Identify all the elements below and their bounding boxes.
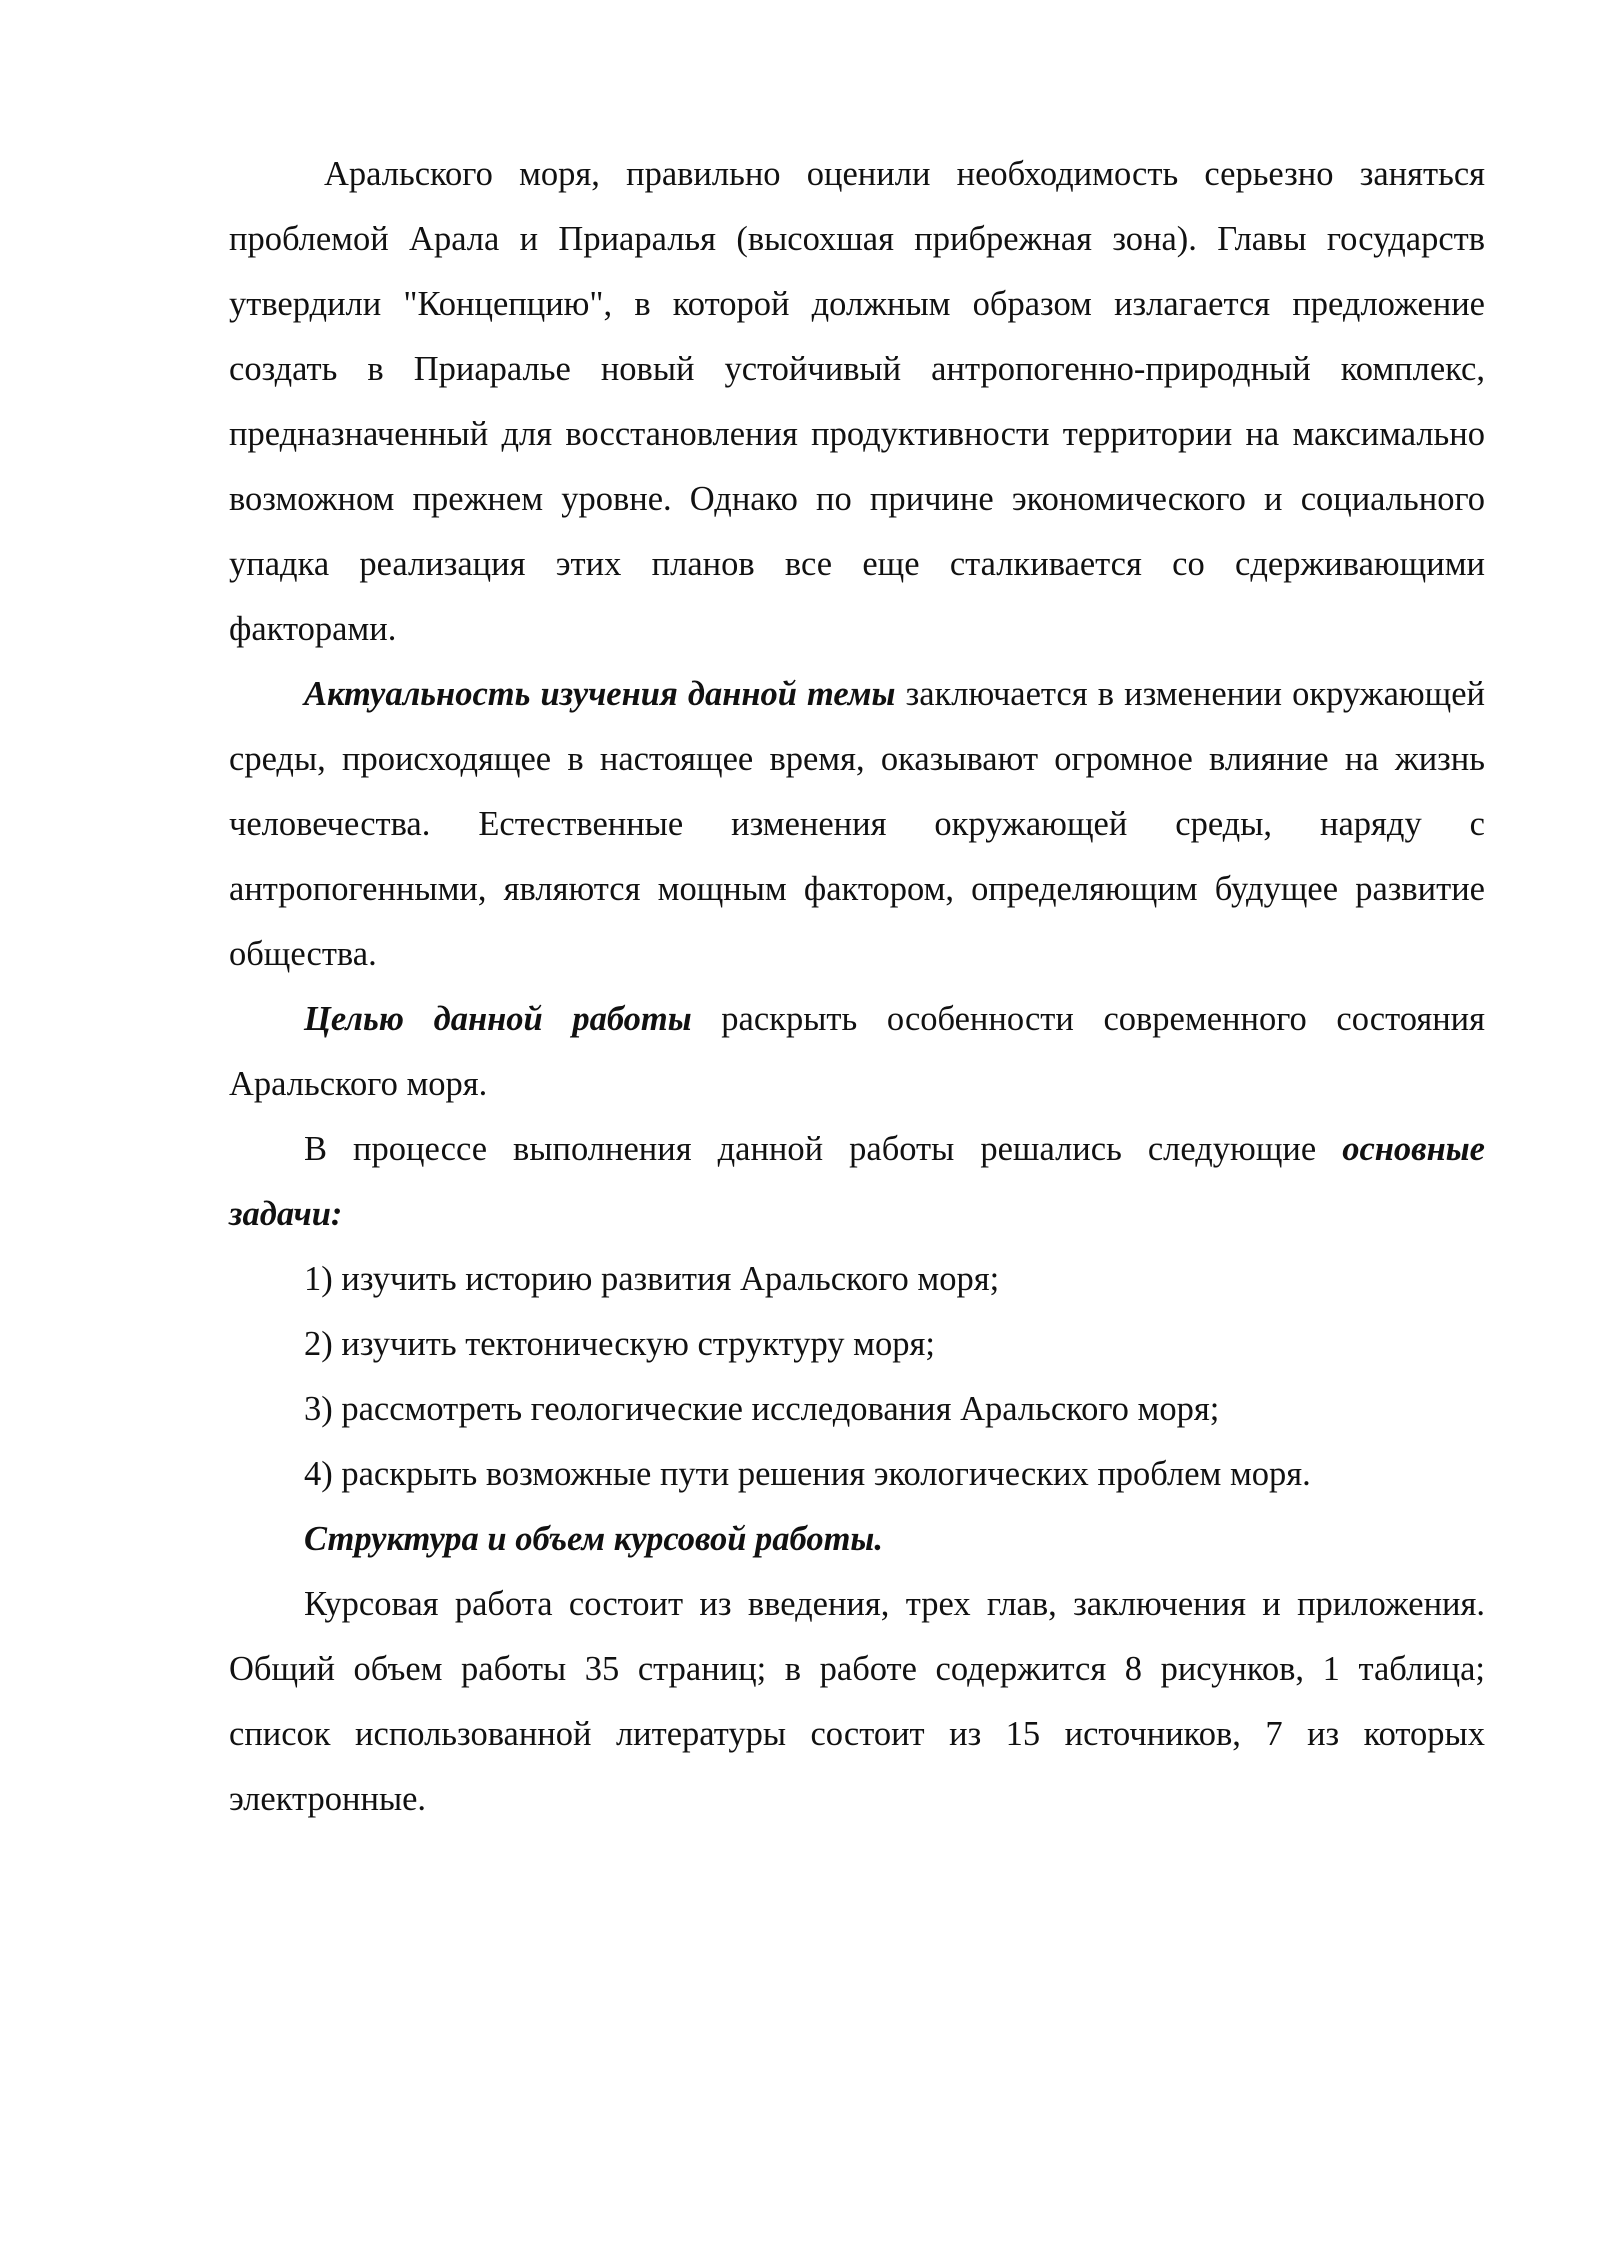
relevance-text: заключается в изменении окружающей среды, происходящее в настоящее время, оказывают огромное влияние на жизнь человечества. Естественные изменения окружающей среды, наряду с антропогенными, являются мощным фактором, определяющим будущее развитие общества. <box>229 675 1485 973</box>
task-item-2: 2) изучить тектоническую структуру моря; <box>304 1325 935 1363</box>
goal-label: Целью данной работы <box>304 1000 692 1038</box>
tasks-label: основные задачи: <box>229 1130 1485 1233</box>
structure-heading-paragraph <box>229 1507 1485 1572</box>
relevance-label: Актуальность изучения данной темы <box>304 675 896 713</box>
goal-paragraph <box>229 987 1485 1117</box>
tasks-paragraph <box>229 1117 1485 1247</box>
goal-text: раскрыть особенности современного состояния Аральского моря. <box>229 1000 1485 1103</box>
intro-paragraph: Аральского моря, правильно оценили необходимость серьезно заняться проблемой Арала и Приаралья (высохшая прибрежная зона). Главы государств утвердили "Концепцию", в которой должным образом излагается предложение создать в Приаралье новый устойчивый антропогенно-природный комплекс, предназначенный для восстановления продуктивности территории на максимально возможном прежнем уровне. Однако по причине экономического и социального упадка реализация этих планов все еще сталкивается со сдерживающими факторами. <box>229 155 1485 648</box>
document-body <box>229 142 1485 1832</box>
task-item-1: 1) изучить историю развития Аральского моря; <box>304 1260 1000 1298</box>
task-item-3: 3) рассмотреть геологические исследования Аральского моря; <box>304 1390 1220 1428</box>
structure-paragraph: Курсовая работа состоит из введения, трех глав, заключения и приложения. Общий объем работы 35 страниц; в работе содержится 8 рисунков, 1 таблица; список использованной литературы состоит из 15 источников, 7 из которых электронные. <box>229 1585 1485 1818</box>
tasks-intro: В процессе выполнения данной работы решались следующие <box>304 1130 1343 1168</box>
task-item-4: 4) раскрыть возможные пути решения экологических проблем моря. <box>304 1455 1311 1493</box>
relevance-paragraph <box>229 662 1485 987</box>
structure-heading: Структура и объем курсовой работы. <box>304 1520 883 1558</box>
